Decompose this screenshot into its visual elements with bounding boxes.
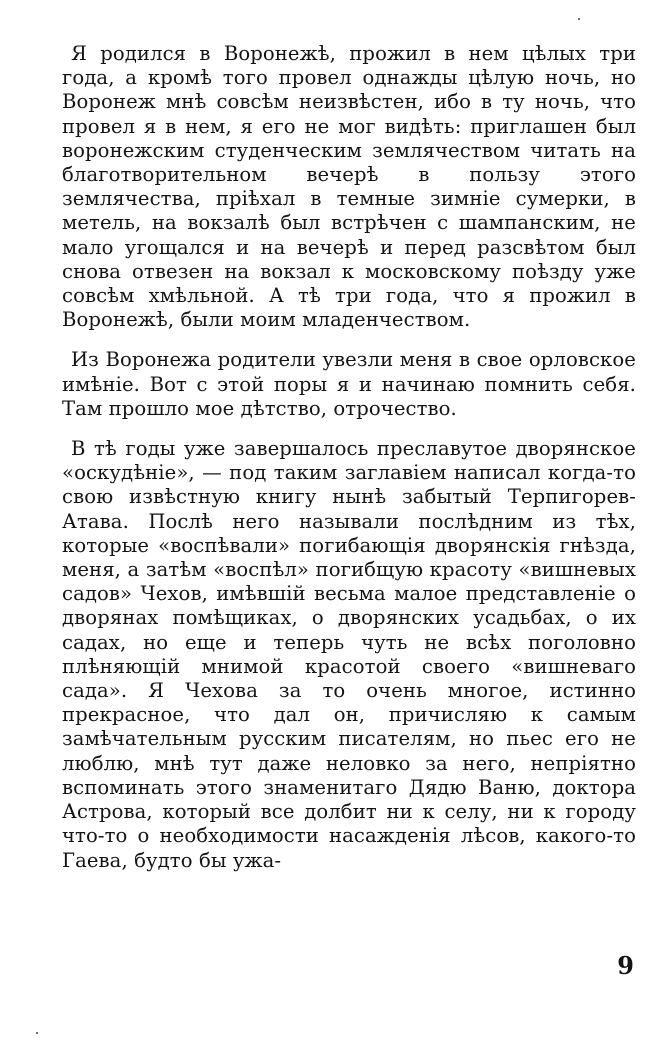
paragraph-2: Из Воронежа родители увезли меня в свое орловское имѣнiе. Вот с этой поры я и начинаю помнить себя. Там прошло мое дѣтство, отрочество. [62, 348, 636, 420]
page-number: 9 [617, 951, 634, 980]
paragraph-1: Я родился в Воронежѣ, прожил в нем цѣлых три года, а кромѣ того провел однажды цѣлую ночь, но Воронеж мнѣ совсѣм неизвѣстен, ибо в ту ночь, что провел я в нем, я его не мог видѣть: приглашен был воронежским студенческим землячеством читать на благотворительном вечерѣ в пользу этого землячества, прiѣхал в темные зимнiе сумерки, в метель, на вокзалѣ был встрѣчен с шампанским, не мало угощался и на вечерѣ и перед разсвѣтом был снова отвезен на вокзал к московскому поѣзду уже совсѣм хмѣльной. А тѣ три года, что я прожил в Воронежѣ, были моим младенчеством. [62, 42, 636, 332]
body-text [62, 42, 636, 889]
print-speck [36, 1032, 38, 1034]
print-speck [578, 18, 580, 20]
paragraph-3: В тѣ годы уже завершалось преславутое дворянское «оскудѣнiе», — под таким заглавiем написал когда-то свою извѣстную книгу нынѣ забытый Терпигорев-Атава. Послѣ него называли послѣдним из тѣх, которые «воспѣвали» погибающiя дворянскiя гнѣзда, меня, а затѣм «воспѣл» погибщую красоту «вишневых садов» Чехов, имѣвшiй весьма малое представленiе о дворянах помѣщиках, о дворянских усадьбах, о их садах, но еще и теперь чуть не всѣх поголовно плѣняющiй мнимой красотой своего «вишневаго сада». Я Чехова за то очень многое, истинно прекрасное, что дал он, причисляю к самым замѣчательным русским писателям, но пьес его не люблю, мнѣ тут даже неловко за него, непрiятно вспоминать этого знаменитаго Дядю Ваню, доктора Астрова, который все долбит ни к селу, ни к городу что-то о необходимости насажденiя лѣсов, какого-то Гаева, будто бы ужа- [62, 437, 636, 872]
